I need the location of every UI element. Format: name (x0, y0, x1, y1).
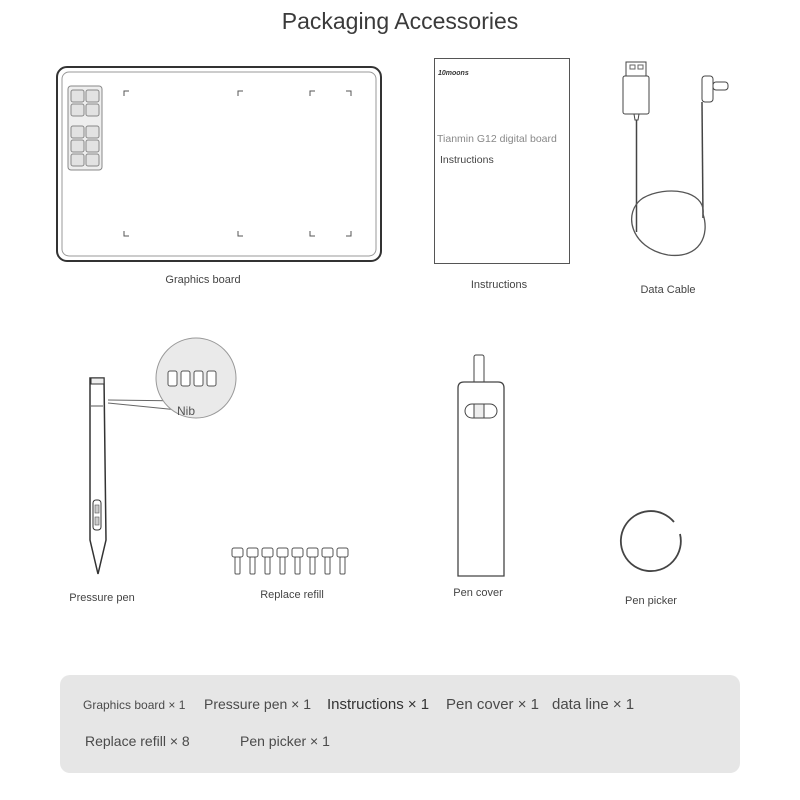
pen-picker-label: Pen picker (625, 595, 677, 607)
page-title: Packaging Accessories (281, 8, 519, 34)
contents-summary-panel (60, 675, 740, 773)
nib-callout-label: Nib (177, 404, 196, 418)
instructions-label: Instructions (470, 279, 528, 291)
summary-pressure-pen: Pressure pen × 1 (204, 696, 312, 712)
replace-refill-illustration (230, 546, 360, 576)
pen-picker-illustration (620, 514, 690, 584)
booklet-title-line: Tianmin G12 digital board (437, 133, 557, 145)
summary-replace-refill: Replace refill × 8 (85, 733, 190, 749)
pen-cover-illustration (450, 352, 520, 578)
data-cable-illustration (610, 60, 750, 260)
replace-refill-label: Replace refill (260, 589, 324, 601)
data-cable-label: Data Cable (640, 284, 696, 296)
booklet-subtitle-line: Instructions (440, 154, 494, 166)
express-key-panel (68, 86, 102, 170)
pen-cover-label: Pen cover (453, 587, 503, 599)
summary-data-line: data line × 1 (552, 696, 635, 713)
pressure-pen-label: Pressure pen (69, 592, 135, 604)
booklet-brand-logo: 10moons (438, 70, 469, 77)
graphics-board-label: Graphics board (165, 274, 241, 286)
graphics-board-illustration (56, 66, 382, 262)
pressure-pen-illustration (80, 340, 240, 580)
summary-graphics-board: Graphics board × 1 (83, 698, 186, 712)
instructions-booklet (434, 58, 570, 264)
summary-pen-picker: Pen picker × 1 (240, 733, 330, 749)
summary-pen-cover: Pen cover × 1 (446, 696, 539, 713)
summary-instructions: Instructions × 1 (327, 696, 430, 713)
